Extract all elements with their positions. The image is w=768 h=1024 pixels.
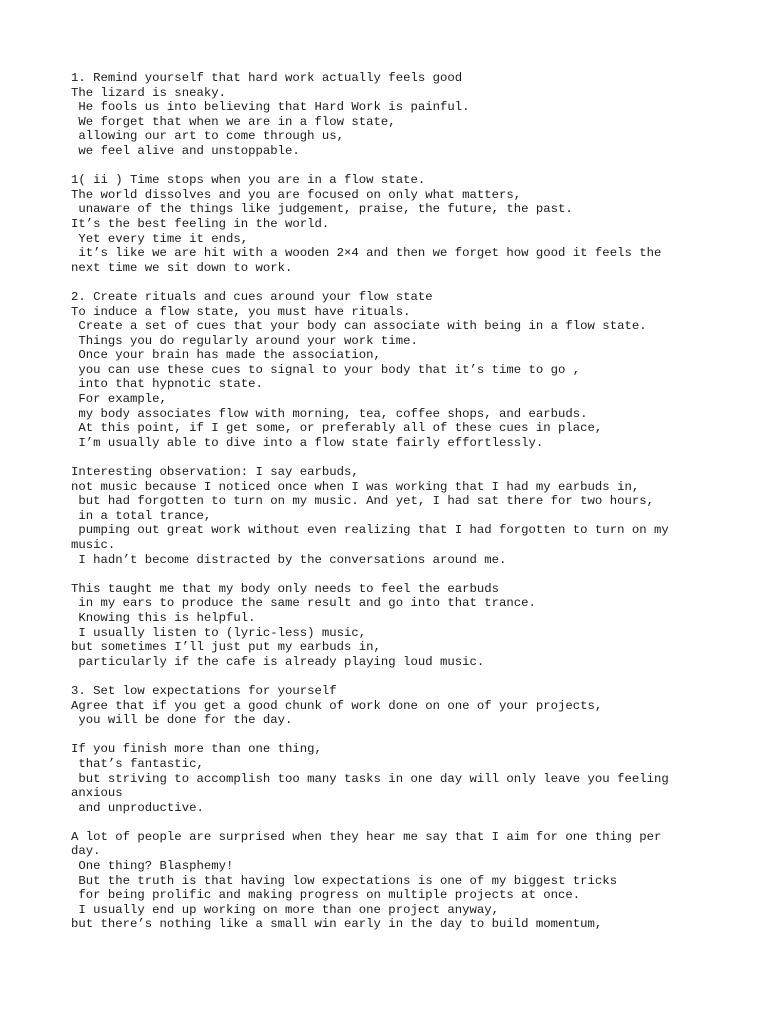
text-line: I usually end up working on more than one project anyway, bbox=[71, 902, 500, 917]
text-line: For example, bbox=[71, 392, 167, 407]
text-line: anxious bbox=[71, 786, 123, 801]
text-line: But the truth is that having low expectations is one of my biggest tricks bbox=[71, 873, 618, 888]
text-line: Knowing this is helpful. bbox=[71, 610, 256, 625]
text-line: If you finish more than one thing, bbox=[71, 742, 322, 757]
paragraph bbox=[71, 684, 691, 728]
text-line: we feel alive and unstoppable. bbox=[71, 143, 300, 158]
text-line: I hadn’t become distracted by the conversations around me. bbox=[71, 552, 507, 567]
text-line: Create a set of cues that your body can associate with being in a flow state. bbox=[71, 319, 647, 334]
text-line: We forget that when we are in a flow state, bbox=[71, 114, 396, 129]
text-line: He fools us into believing that Hard Work is painful. bbox=[71, 100, 470, 115]
text-line: but sometimes I’ll just put my earbuds in, bbox=[71, 640, 381, 655]
text-line: and unproductive. bbox=[71, 800, 204, 815]
text-line: I’m usually able to dive into a flow state fairly effortlessly. bbox=[71, 435, 544, 450]
text-line: in a total trance, bbox=[71, 508, 212, 523]
text-line: 3. Set low expectations for yourself bbox=[71, 683, 337, 698]
text-line: allowing our art to come through us, bbox=[71, 129, 345, 144]
paragraph bbox=[71, 465, 691, 567]
paragraph bbox=[71, 173, 691, 275]
text-line: The world dissolves and you are focused on only what matters, bbox=[71, 187, 522, 202]
text-line: pumping out great work without even realizing that I had forgotten to turn on my bbox=[71, 523, 669, 538]
text-line: you will be done for the day. bbox=[71, 713, 293, 728]
text-line: day. bbox=[71, 844, 101, 859]
text-line: Interesting observation: I say earbuds, bbox=[71, 465, 359, 480]
text-line: unaware of the things like judgement, praise, the future, the past. bbox=[71, 202, 573, 217]
text-line: 1. Remind yourself that hard work actually feels good bbox=[71, 71, 463, 85]
text-line: 1( ii ) Time stops when you are in a flow state. bbox=[71, 173, 426, 188]
paragraph bbox=[71, 290, 691, 451]
paragraph bbox=[71, 830, 691, 932]
text-line: you can use these cues to signal to your body that it’s time to go , bbox=[71, 362, 581, 377]
paragraph bbox=[71, 71, 691, 159]
text-line: but there’s nothing like a small win early in the day to build momentum, bbox=[71, 917, 603, 932]
text-line: I usually listen to (lyric-less) music, bbox=[71, 625, 367, 640]
paragraph bbox=[71, 582, 691, 670]
text-line: Agree that if you get a good chunk of work done on one of your projects, bbox=[71, 698, 603, 713]
paragraph bbox=[71, 742, 691, 815]
text-line: it’s like we are hit with a wooden 2×4 and then we forget how good it feels the bbox=[71, 246, 662, 261]
text-line: music. bbox=[71, 538, 116, 552]
text-line: my body associates flow with morning, tea, coffee shops, and earbuds. bbox=[71, 406, 588, 421]
text-line: To induce a flow state, you must have rituals. bbox=[71, 304, 411, 319]
text-line: but had forgotten to turn on my music. And yet, I had sat there for two hours, bbox=[71, 494, 654, 509]
text-line: but striving to accomplish too many tasks in one day will only leave you feeling bbox=[71, 771, 669, 786]
text-line: At this point, if I get some, or preferably all of these cues in place, bbox=[71, 421, 603, 436]
text-line: A lot of people are surprised when they hear me say that I aim for one thing per bbox=[71, 829, 662, 844]
text-line: particularly if the cafe is already playing loud music. bbox=[71, 654, 485, 669]
text-line: that’s fantastic, bbox=[71, 756, 204, 771]
text-line: Yet every time it ends, bbox=[71, 231, 249, 246]
document-page bbox=[71, 71, 691, 947]
text-line: 2. Create rituals and cues around your flow state bbox=[71, 289, 433, 304]
text-line: next time we sit down to work. bbox=[71, 260, 293, 275]
text-line: It’s the best feeling in the world. bbox=[71, 216, 330, 231]
text-line: in my ears to produce the same result and go into that trance. bbox=[71, 596, 536, 611]
text-line: This taught me that my body only needs to feel the earbuds bbox=[71, 581, 500, 596]
text-line: Things you do regularly around your work time. bbox=[71, 333, 418, 348]
text-line: Once your brain has made the association, bbox=[71, 348, 381, 363]
text-line: One thing? Blasphemy! bbox=[71, 859, 234, 874]
text-line: The lizard is sneaky. bbox=[71, 85, 226, 100]
text-line: not music because I noticed once when I was working that I had my earbuds in, bbox=[71, 479, 640, 494]
text-line: for being prolific and making progress on multiple projects at once. bbox=[71, 888, 581, 903]
text-line: into that hypnotic state. bbox=[71, 377, 263, 392]
